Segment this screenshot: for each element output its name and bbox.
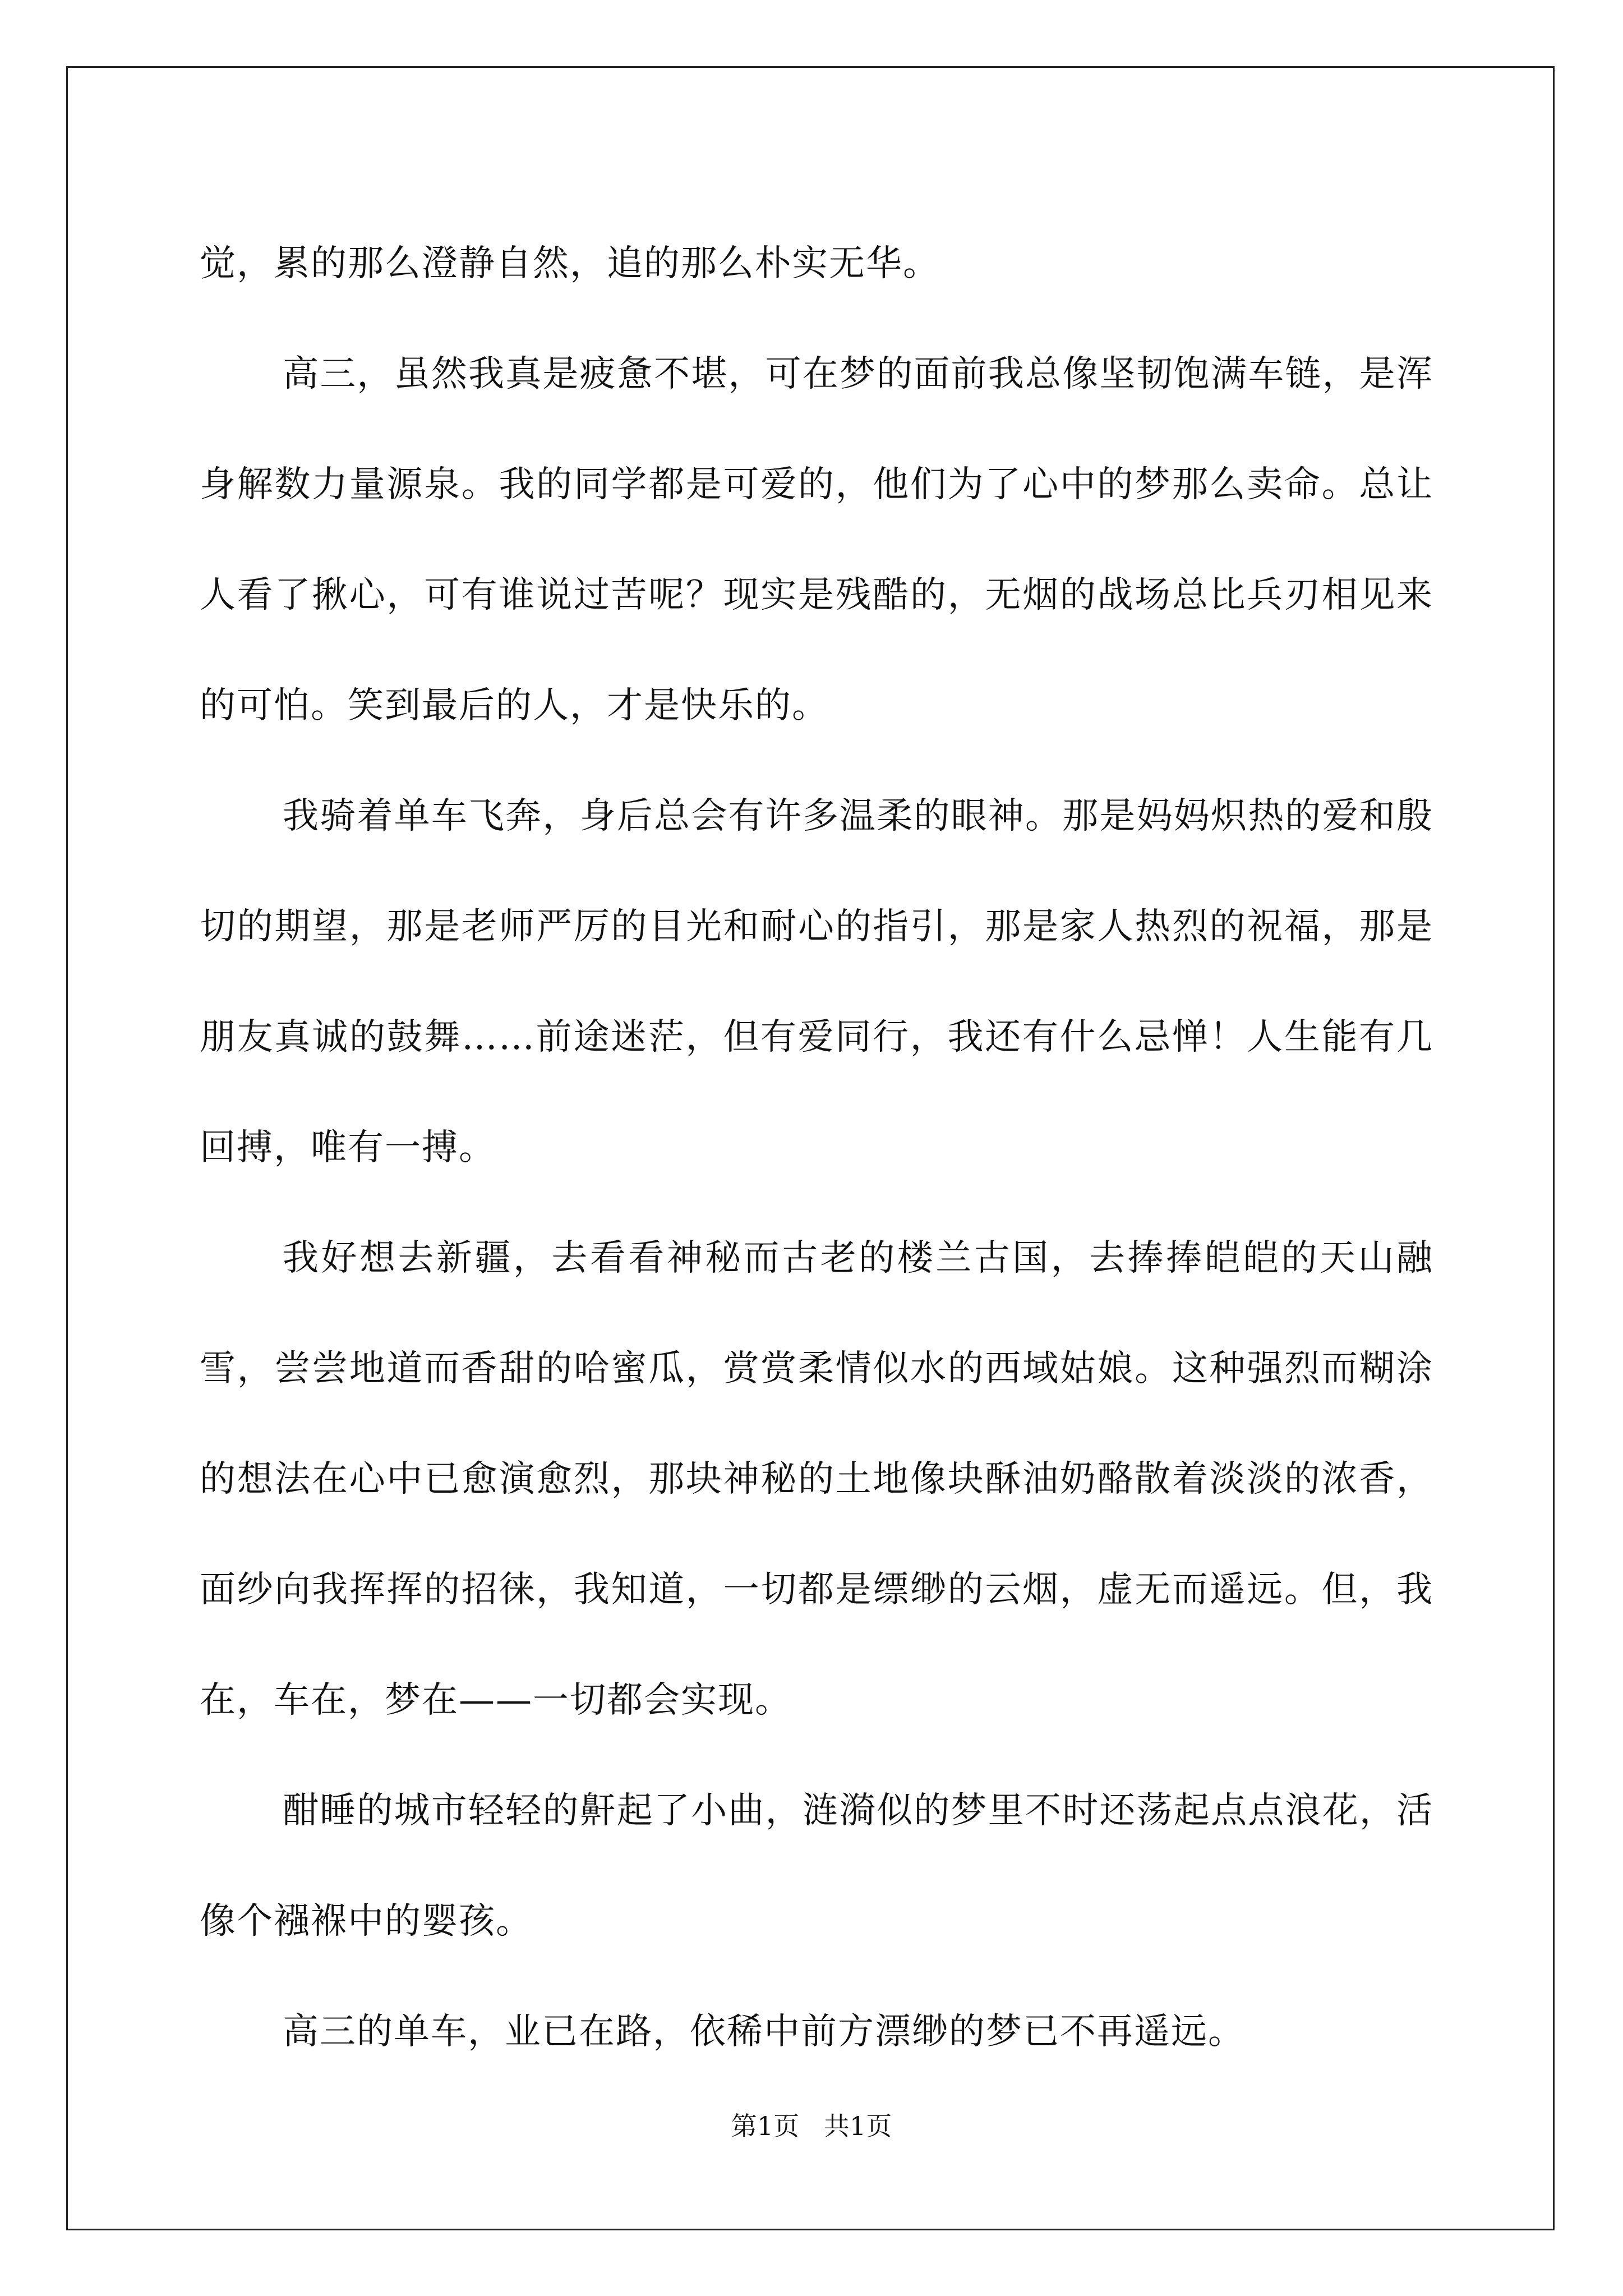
page-footer xyxy=(0,2109,1623,2143)
paragraph-2: 高三，虽然我真是疲惫不堪，可在梦的面前我总像坚韧饱满车链，是浑身解数力量源泉。我的同学都是可爱的，他们为了心中的梦那么卖命。总让人看了揪心，可有谁说过苦呢？现实是残酷的，无烟的战场总比兵刃相见来的可怕。笑到最后的人，才是快乐的。 xyxy=(200,353,1433,726)
paragraph-3: 我骑着单车飞奔，身后总会有许多温柔的眼神。那是妈妈炽热的爱和殷切的期望，那是老师严厉的目光和耐心的指引，那是家人热烈的祝福，那是朋友真诚的鼓舞……前途迷茫，但有爱同行，我还有什么忌惮！人生能有几回搏，唯有一搏。 xyxy=(200,795,1433,1168)
document-body xyxy=(200,209,1433,2087)
paragraph-4: 我好想去新疆，去看看神秘而古老的楼兰古国，去捧捧皑皑的天山融雪，尝尝地道而香甜的哈蜜瓜，赏赏柔情似水的西域姑娘。这种强烈而糊涂的想法在心中已愈演愈烈，那块神秘的土地像块酥油奶酪散着淡淡的浓香，面纱向我挥挥的招徕，我知道，一切都是缥缈的云烟，虚无而遥远。但，我在，车在，梦在——一切都会实现。 xyxy=(200,1237,1433,1721)
paragraph-5: 酣睡的城市轻轻的鼾起了小曲，涟漪似的梦里不时还荡起点点浪花，活像个襁褓中的婴孩。 xyxy=(200,1790,1433,1942)
paragraph-6: 高三的单车，业已在路，依稀中前方漂缈的梦已不再遥远。 xyxy=(283,2011,1245,2053)
paragraph-1: 觉，累的那么澄静自然，追的那么朴实无华。 xyxy=(200,243,940,284)
page-number-label: 第1页 共1页 xyxy=(731,2111,892,2141)
